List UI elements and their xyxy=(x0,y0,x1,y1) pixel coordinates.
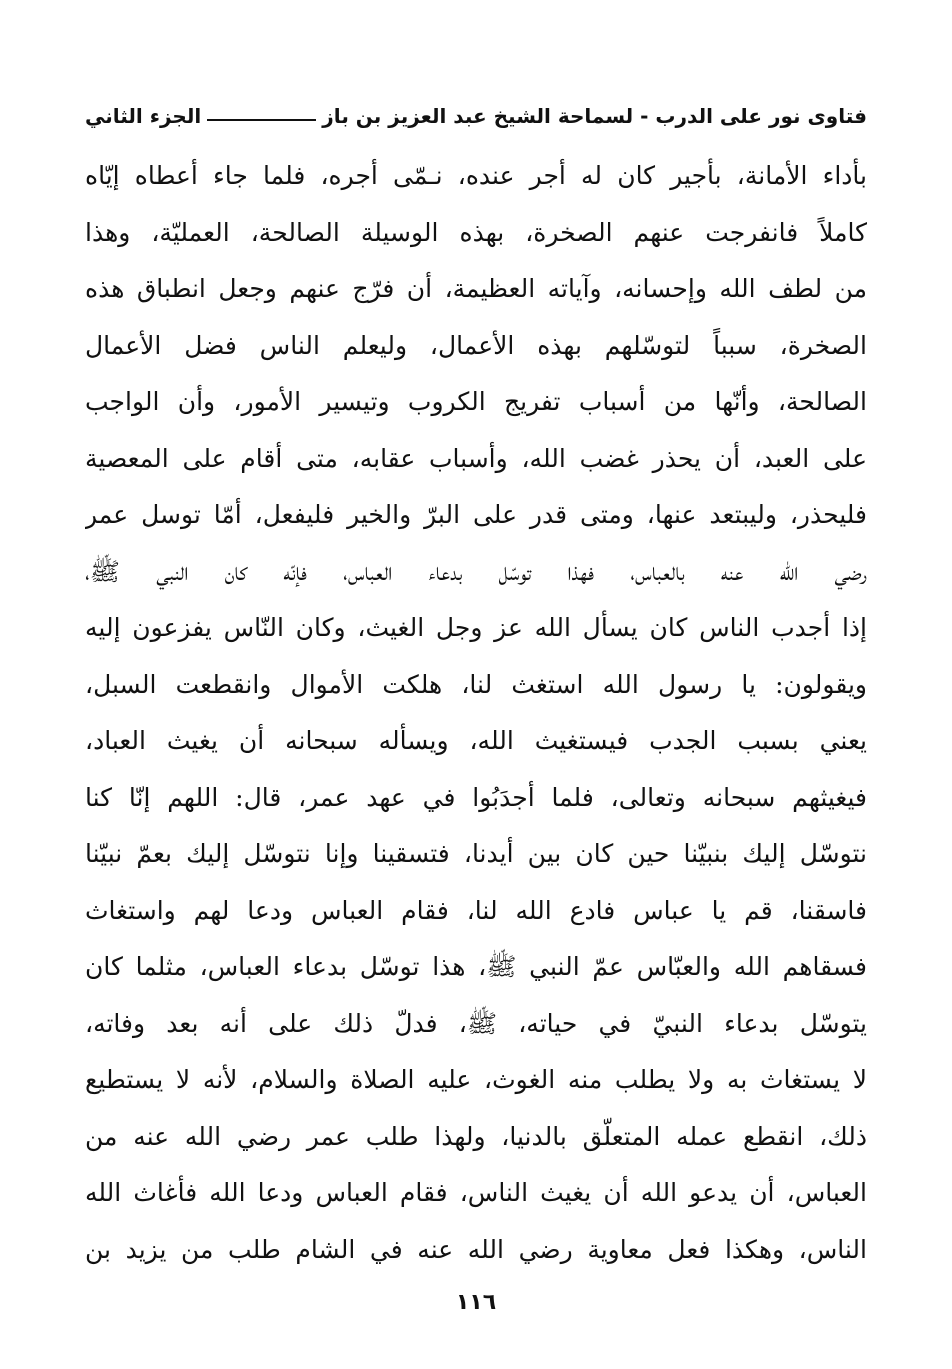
text-line: فيغيثهم سبحانه وتعالى، فلما أجدَبُوا في عهد عمر، قال: اللهم إنّا كنا xyxy=(85,782,867,812)
text-line: فسقاهم الله والعبّاس عمّ النبي ﷺ، هذا توسّل بدعاء العباس، مثلما كان xyxy=(85,952,867,981)
page-number: ١١٦ xyxy=(455,1290,497,1315)
running-header xyxy=(85,96,867,136)
text-line: لا يستغاث به ولا يطلب منه الغوث، عليه الصلاة والسلام، لأنه لا يستطيع xyxy=(85,1065,867,1094)
text-line: من لطف الله وإحسانه، وآياته العظيمة، أن فرّج عنهم وجعل انطباق هذه xyxy=(85,274,867,303)
text-line: فاسقنا، قم يا عباس فادع الله لنا، فقام العباس ودعا لهم واستغاث xyxy=(85,895,867,925)
text-line: كاملاً فانفرجت عنهم الصخرة، بهذه الوسيلة الصالحة، العمليّة، وهذا xyxy=(85,217,867,247)
text-line: يعني بسبب الجدب فيستغيث الله، ويسأله سبحانه أن يغيث العباد، xyxy=(85,726,867,755)
header-rule xyxy=(207,119,316,121)
text-line: الصالحة، وأنّها من أسباب تفريج الكروب وتيسير الأمور، وأن الواجب xyxy=(85,387,867,416)
text-line: على العبد، أن يحذر غضب الله، وأسباب عقابه، متى أقام على المعصية xyxy=(85,443,867,473)
text-line: الناس، وهكذا فعل معاوية رضي الله عنه في الشام طلب من يزيد بن xyxy=(85,1234,867,1264)
text-line: الصخرة، سبباً لتوسّلهم بهذه الأعمال، وليعلم الناس فضل الأعمال xyxy=(85,330,867,360)
text-line: رضي الله عنه بالعباس، فهذا توسّل بدعاء العباس، فإنّه كان النبي ﷺ، xyxy=(85,556,867,586)
book-title: فتاوى نور على الدرب - لسماحة الشيخ عبد العزيز بن باز xyxy=(322,104,867,128)
text-line: العباس، أن يدعو الله أن يغيث الناس، فقام العباس ودعا الله فأغاث الله xyxy=(85,1178,867,1207)
text-line: إذا أجدب الناس كان يسأل الله عز وجل الغيث، وكان النّاس يفزعون إليه xyxy=(85,613,867,642)
text-line: بأداء الأمانة، بأجير كان له أجر عنده، نـمّى أجره، فلما جاء أعطاه إيّاه xyxy=(85,161,867,190)
text-line: ذلك، انقطع عمله المتعلّق بالدنيا، ولهذا طلب عمر رضي الله عنه من xyxy=(85,1121,867,1151)
text-line: فليحذر، وليبتعد عنها، ومتى قدر على البرّ والخير فليفعل، أمّا توسل عمر xyxy=(85,500,867,529)
body-text xyxy=(85,148,867,1278)
text-line: ويقولون: يا رسول الله استغث لنا، هلكت الأموال وانقطعت السبل، xyxy=(85,669,867,699)
volume-label: الجزء الثاني xyxy=(85,104,202,128)
text-line: نتوسّل إليك بنبيّنا حين كان بين أيدنا، فتسقينا وإنا نتوسّل إليك بعمّ نبيّنا xyxy=(85,839,867,868)
text-line: يتوسّل بدعاء النبيّ في حياته، ﷺ، فدلّ ذلك على أنه بعد وفاته، xyxy=(85,1008,867,1038)
